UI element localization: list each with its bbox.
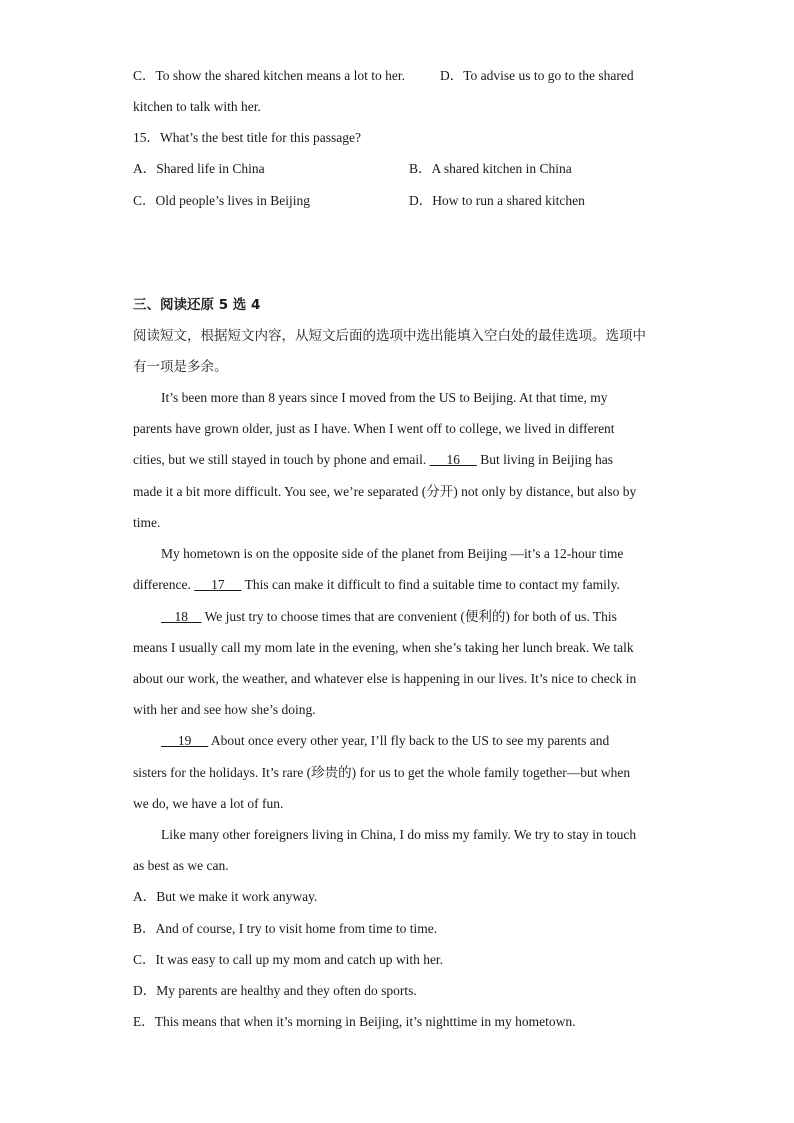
passage-line — [133, 450, 613, 470]
passage-text: cities, but we still stayed in touch by phone and email. — [133, 452, 427, 467]
blank-17: 17 — [194, 577, 242, 592]
passage-line — [161, 607, 617, 627]
choice-e: E．This means that when it’s morning in Beijing, it’s nighttime in my hometown. — [133, 1014, 576, 1029]
passage-line: we do, we have a lot of fun. — [133, 796, 284, 811]
blank-19: 19 — [161, 733, 209, 748]
q15-option-c: C．Old people’s lives in Beijing — [133, 193, 310, 208]
blank-18: 18 — [161, 609, 202, 624]
q15-stem: 15．What’s the best title for this passage? — [133, 130, 361, 145]
passage-line: made it a bit more difficult. You see, we’re separated (分开) not only by distance, but also by — [133, 484, 637, 499]
instructions-line-2: 有一项是多余。 — [133, 359, 228, 375]
q15-option-a: A．Shared life in China — [133, 161, 265, 176]
choice-b: B．And of course, I try to visit home from time to time. — [133, 921, 438, 936]
passage-line: time. — [133, 515, 161, 530]
choice-c: C．It was easy to call up my mom and catch up with her. — [133, 952, 444, 967]
passage-line: Like many other foreigners living in China, I do miss my family. We try to stay in touch — [161, 827, 637, 842]
passage-line: My hometown is on the opposite side of the planet from Beijing —it’s a 12-hour time — [161, 546, 624, 561]
passage-line: It’s been more than 8 years since I moved from the US to Beijing. At that time, my — [161, 390, 608, 405]
q14-option-d-continued: kitchen to talk with her. — [133, 99, 261, 114]
section-heading: 三、阅读还原 5 选 4 — [133, 297, 261, 313]
passage-text: We just try to choose times that are convenient (便利的) for both of us. This — [201, 609, 617, 624]
q14-option-d: D．To advise us to go to the shared — [440, 68, 634, 83]
passage-line: with her and see how she’s doing. — [133, 702, 316, 717]
q15-option-d: D．How to run a shared kitchen — [409, 193, 585, 208]
instructions-line-1: 阅读短文，根据短文内容，从短文后面的选项中选出能填入空白处的最佳选项。选项中 — [133, 328, 646, 344]
passage-line: means I usually call my mom late in the evening, when she’s taking her lunch break. We talk — [133, 640, 634, 655]
passage-line: parents have grown older, just as I have. When I went off to college, we lived in different — [133, 421, 615, 436]
passage-text: difference. — [133, 577, 195, 592]
choice-d: D．My parents are healthy and they often do sports. — [133, 983, 417, 998]
passage-line: sisters for the holidays. It’s rare (珍贵的) for us to get the whole family together—but when — [133, 765, 631, 780]
q15-option-b: B．A shared kitchen in China — [409, 161, 572, 176]
passage-text: This can make it difficult to find a suitable time to contact my family. — [241, 577, 620, 592]
passage-line — [133, 575, 620, 595]
q14-option-c: C．To show the shared kitchen means a lot to her. — [133, 68, 405, 83]
passage-line: as best as we can. — [133, 858, 229, 873]
choice-a: A．But we make it work anyway. — [133, 889, 318, 904]
passage-line: about our work, the weather, and whatever else is happening in our lives. It’s nice to check in — [133, 671, 637, 686]
blank-16: 16 — [429, 452, 477, 467]
passage-text: But living in Beijing has — [476, 452, 613, 467]
passage-text: About once every other year, I’ll fly back to the US to see my parents and — [208, 733, 610, 748]
passage-line — [161, 731, 609, 751]
